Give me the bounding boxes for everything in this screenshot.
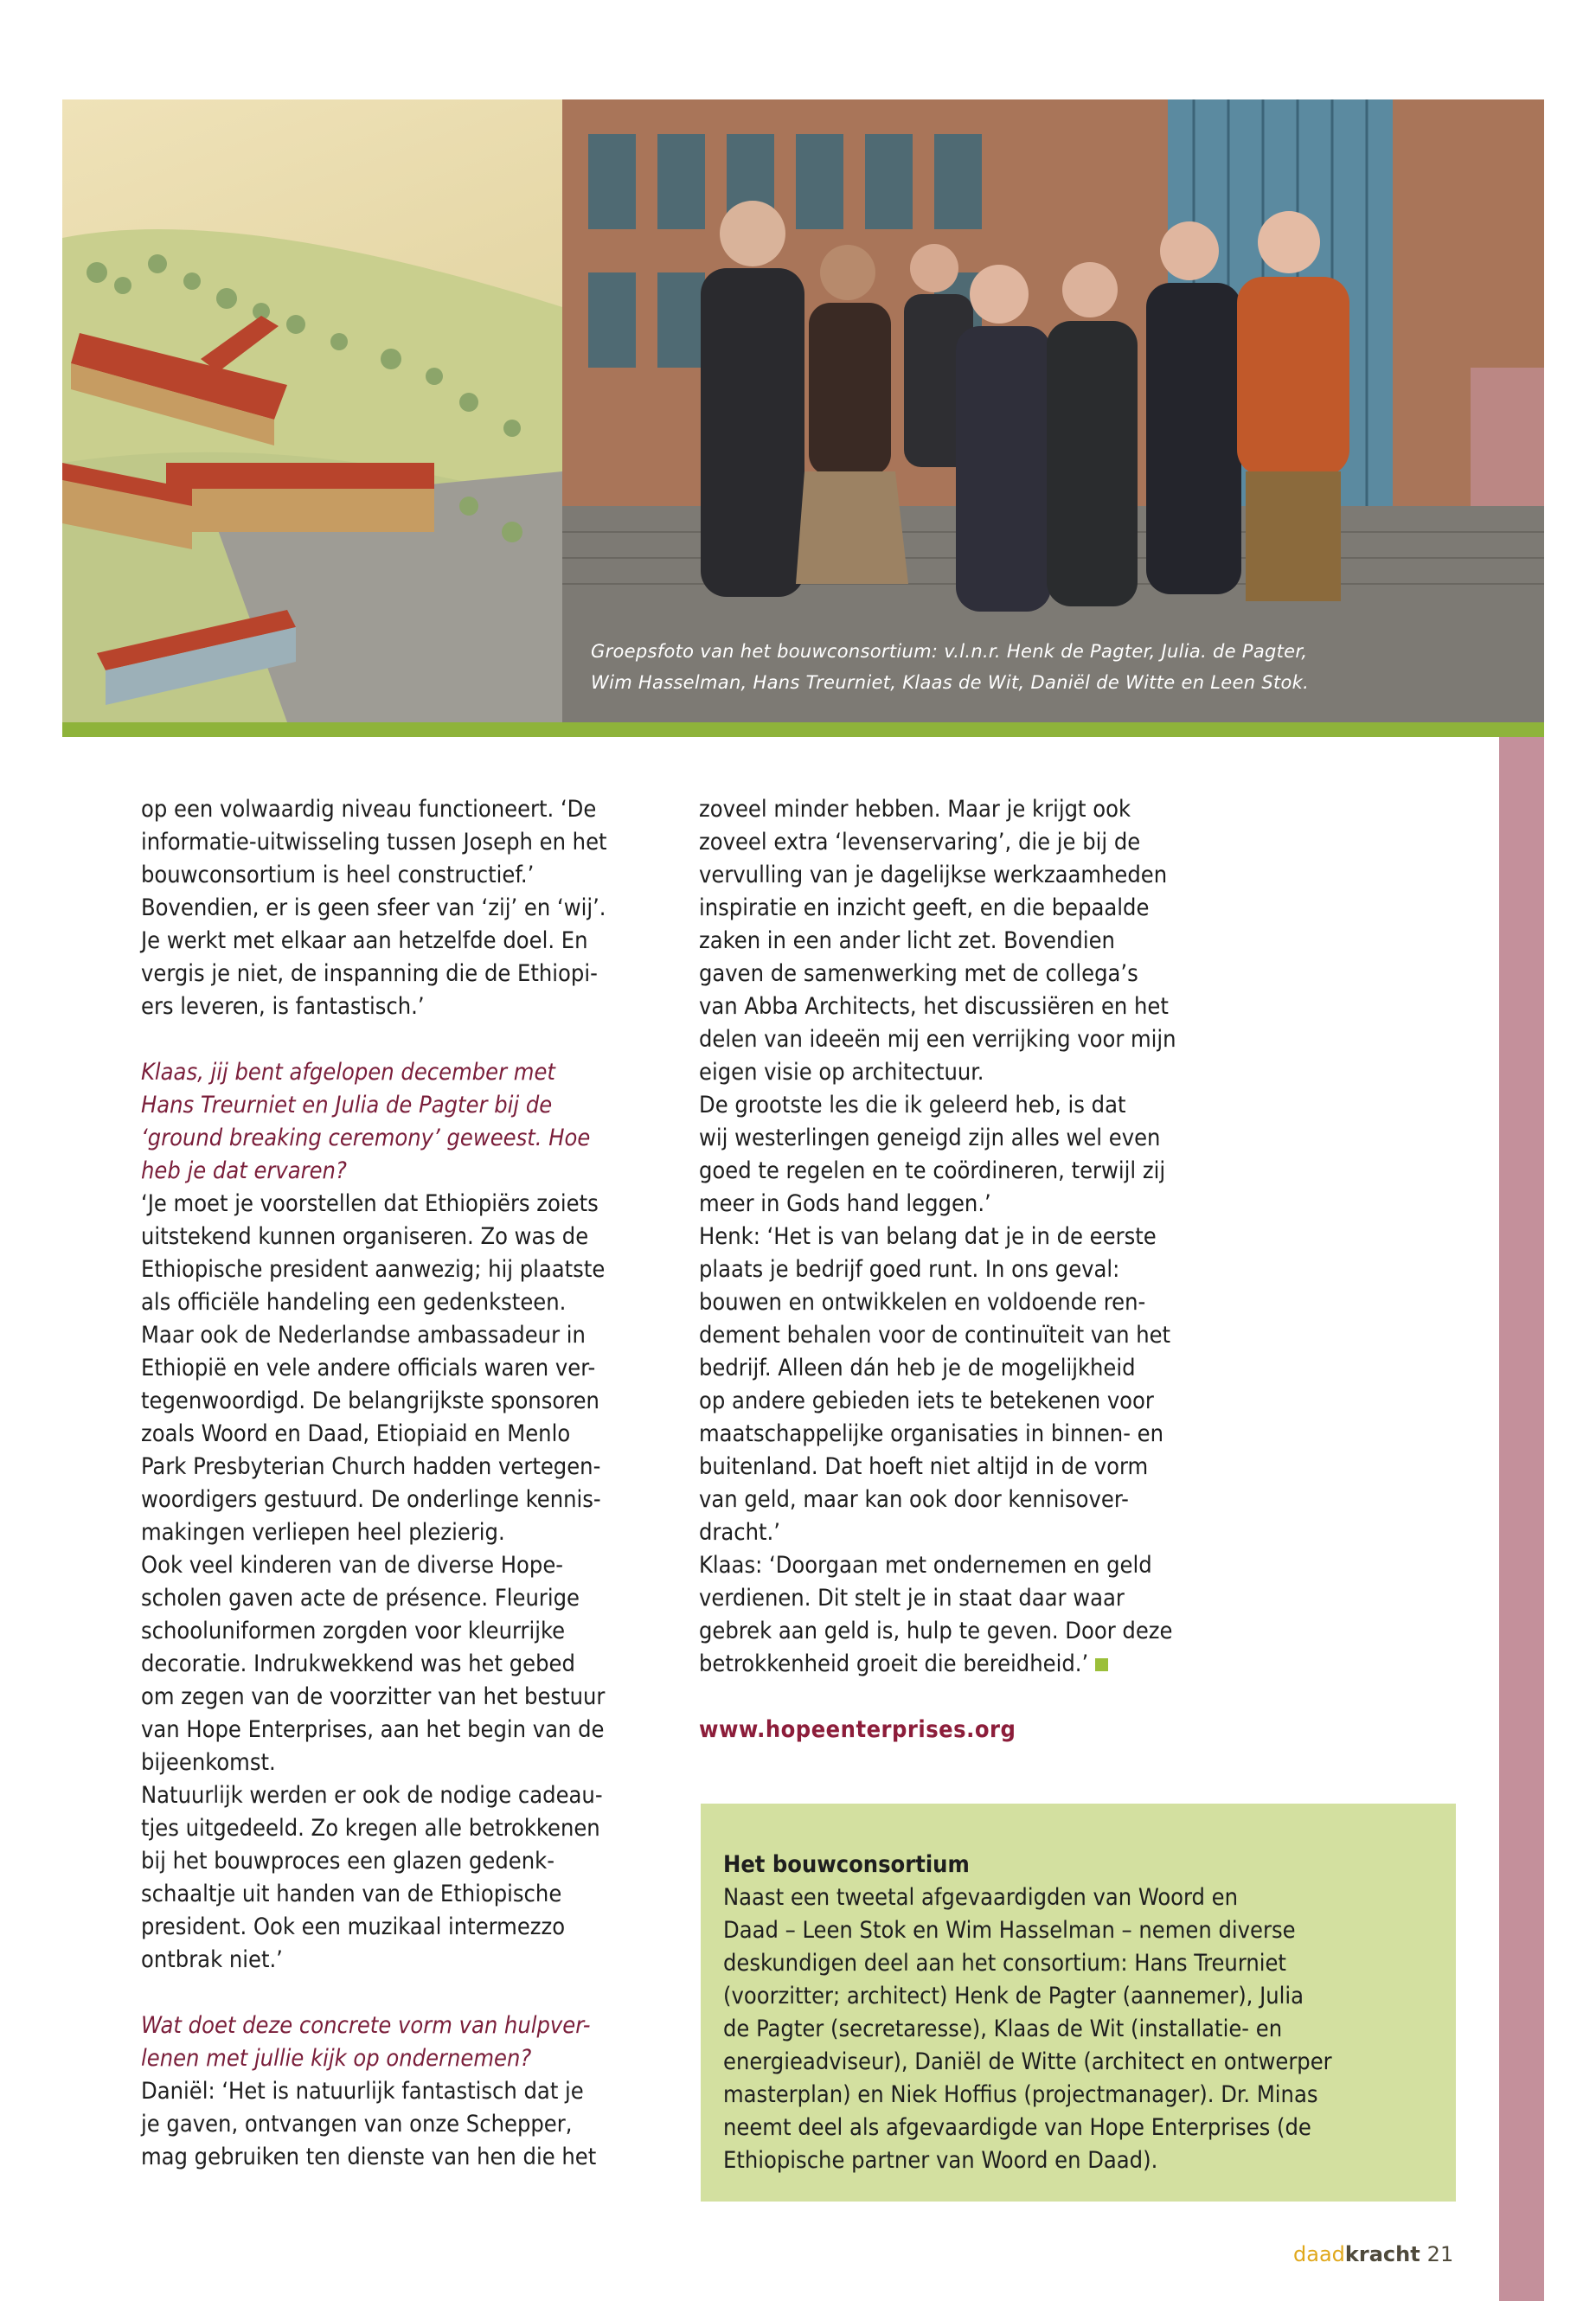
left-column [141,793,670,2174]
green-divider [62,722,1544,737]
paragraph: Ook veel kinderen van de diverse Hope- scholen gaven acte de présence. Fleurige schooluniformen zorgden voor kleurrijke decoratie. Indrukwekkend was het gebed om zegen van de voorzitter van het bestuur van Hope Enterprises, aan het begin van de bijeenkomst. [141,1552,606,1776]
page-number: 21 [1426,2242,1454,2266]
paragraph: Klaas: ‘Doorgaan met ondernemen en geld verdienen. Dit stelt je in staat daar waar gebrek aan geld is, hulp te geven. Door deze betrokkenheid groeit die bereidheid.’ [699,1552,1173,1677]
sidebar-body: Naast een tweetal afgevaardigden van Woord en Daad – Leen Stok en Wim Hasselman – nemen diverse deskundigen deel aan het consortium: Hans Treurniet (voorzitter; architect) Henk de Pagter (aannemer), Julia de Pagter (secretaresse), Klaas de Wit (installatie- en energieadviseur), Daniël de Witte (architect en ontwerper masterplan) en Niek Hoffius (projectmanager). Dr. Minas neemt deel als afgevaardigde van Hope Enterprises (de Ethiopische partner van Woord en Daad). [723,1884,1332,2174]
pink-side-bar [1499,737,1544,2301]
caption-line-2: Wim Hasselman, Hans Treurniet, Klaas de Wit, Daniël de Witte en Leen Stok. [591,672,1310,693]
architectural-rendering-image [62,99,562,722]
interview-question: Wat doet deze concrete vorm van hulpver- lenen met jullie kijk op ondernemen? [141,2012,591,2072]
paragraph: De grootste les die ik geleerd heb, is dat wij westerlingen geneigd zijn alles wel even goed te regelen en te coördineren, terwijl zij meer in Gods hand leggen.’ [699,1092,1166,1217]
sidebar-title: Het bouwconsortium [723,1851,970,1878]
page-footer [1293,2242,1453,2266]
paragraph: op een volwaardig niveau functioneert. ‘De informatie-uitwisseling tussen Joseph en het bouwconsortium is heel constructief.’ Bovendien, er is geen sfeer van ‘zij’ en ‘wij’. Je werkt met elkaar aan hetzelfde doel. En vergis je niet, de inspanning die de Ethiopi- ers leveren, is fantastisch.’ [141,796,607,1020]
caption-line-1: Groepsfoto van het bouwconsortium: v.l.n.r. Henk de Pagter, Julia. de Pagter, [591,641,1308,662]
website-link[interactable]: www.hopeenterprises.org [699,1716,1016,1743]
end-of-article-square-icon [1095,1658,1108,1671]
paragraph: ‘Je moet je voorstellen dat Ethiopiërs zoiets uitstekend kunnen organiseren. Zo was de Ethiopische president aanwezig; hij plaatste als officiële handeling een gedenksteen. Maar ook de Nederlandse ambassadeur in Ethiopië en vele andere officials waren ver- tegenwoordigd. De belangrijkste sponsoren zoals Woord en Daad, Etiopiaid en Menlo Park Presbyterian Church hadden vertegen- woordigers gestuurd. De onderlinge kennis- makingen verliepen heel plezierig. [141,1190,606,1546]
sidebar-box [701,1804,1456,2202]
paragraph: zoveel minder hebben. Maar je krijgt ook zoveel extra ‘levenservaring’, die je bij de vervulling van je dagelijkse werkzaamheden inspiratie en inzicht geeft, en die bepaalde zaken in een ander licht zet. Bovendien gaven de samenwerking met de collega’s van Abba Architects, het discussiëren en het delen van ideeën mij een verrijking voor mijn eigen visie op architectuur. [699,796,1176,1086]
photo-band [62,99,1544,722]
brand-daad: daad [1293,2242,1345,2266]
photo-caption [591,636,1413,698]
interview-question: Klaas, jij bent afgelopen december met Hans Treurniet en Julia de Pagter bij de ‘ground breaking ceremony’ geweest. Hoe heb je dat ervaren? [141,1059,591,1184]
brand-kracht: kracht [1344,2242,1420,2266]
paragraph: Daniël: ‘Het is natuurlijk fantastisch dat je je gaven, ontvangen van onze Schepper, mag gebruiken ten dienste van hen die het [141,2078,597,2170]
group-photo-image [562,99,1544,722]
paragraph: Natuurlijk werden er ook de nodige cadeau- tjes uitgedeeld. Zo kregen alle betrokkenen bij het bouwproces een glazen gedenk- schaaltje uit handen van de Ethiopische president. Ook een muzikaal intermezzo ontbrak niet.’ [141,1782,603,1973]
right-column [699,793,1253,1747]
paragraph-with-end-mark [699,1549,1253,1681]
paragraph: Henk: ‘Het is van belang dat je in de eerste plaats je bedrijf goed runt. In ons geval: bouwen en ontwikkelen en voldoende ren- dement behalen voor de continuïteit van het bedrijf. Alleen dán heb je de mogelijkheid op andere gebieden iets te betekenen voor maatschappelijke organisaties in binnen- en buitenland. Dat hoeft niet altijd in de vorm van geld, maar kan ook door kennisover- dracht.’ [699,1223,1171,1546]
